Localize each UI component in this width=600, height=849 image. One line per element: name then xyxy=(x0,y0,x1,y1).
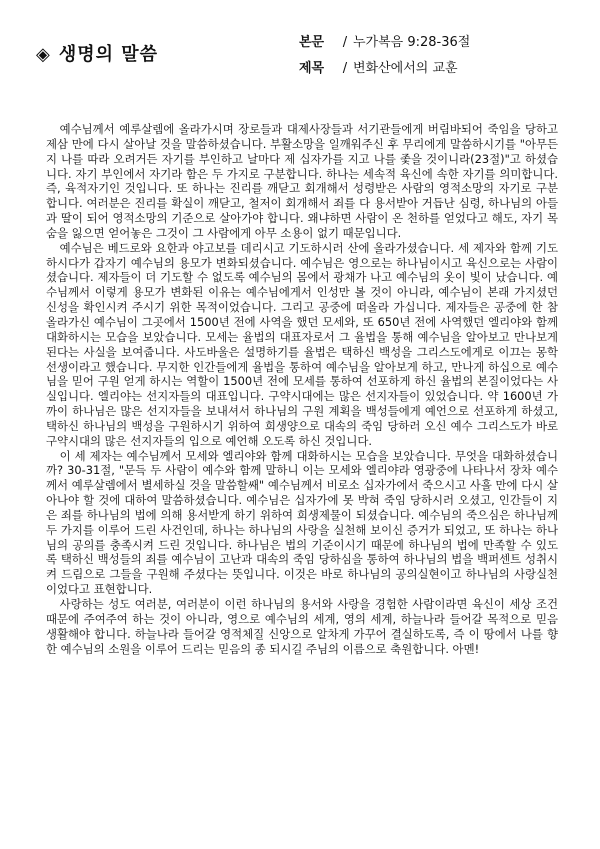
paragraph-2: 예수님은 베드로와 요한과 야고보를 데리시고 기도하시러 산에 올라가셨습니다. 세 제자와 함께 기도하시다가 갑자기 예수님의 용모가 변화되셨습니다. 예수님은 영으로는 하나님이시고 육신으로는 사람이셨습니다. 제자들이 더 기도할 수 없도록 예수님의 몸에서 광채가 나고 예수님의 옷이 빛이 났습니다. 예수님께서 이렇게 용모가 변화된 이유는 예수님에게서 인성만 볼 것이 아니라, 예수님이 본래 가지셨던 신성을 확인시켜 주시기 위한 목적이었습니다. 그리고 공중에 떠올라 가십니다. 제자들은 공중에 한 참 올라가신 예수님이 그곳에서 1500년 전에 사역을 했던 모세와, 또 650년 전에 사역했던 엘리야와 함께 대화하시는 모습을 보았습니다. 모세는 율법의 대표자로서 그 율법을 통해 예수님을 알아보고 만나보게 된다는 사실을 보여줍니다. 사도바울은 설명하기를 율법은 택하신 백성을 그리스도에게로 이끄는 몽학선생이라고 했습니다. 무지한 인간들에게 율법을 통하여 예수님을 알아보게 하고, 만나게 하십으로 예수님을 믿어 구원 얻게 하시는 역할이 1500년 전에 모세를 통하여 선포하게 하신 율법의 본질이었다는 사실입니다. 엘리야는 선지자들의 대표입니다. 구약시대에는 많은 선지자들이 있었습니다. 약 1600년 가까이 하나님은 많은 선지자들을 보내셔서 하나님의 구원 계획을 백성들에게 예언으로 선포하게 하셨고, 택하신 하나님의 백성을 구원하시기 위하여 희생양으로 대속의 죽임 당하러 오신 예수 그리스도가 바로 구약시대의 많은 선지자들의 입으로 예언해 오도록 하신 것입니다. xyxy=(46,240,558,448)
sermon-body xyxy=(46,122,558,842)
diamond-icon: ◈ xyxy=(36,44,51,65)
scripture-row xyxy=(299,30,470,56)
paragraph-1: 예수님께서 예루살렘에 올라가시며 장로들과 대제사장들과 서기관들에게 버림바되어 죽임을 당하고 제삼 만에 다시 살아날 것을 말씀하셨습니다. 부활소망을 일깨워주신 후 무리에게 말씀하시기를 "아무든지 나를 따라 오려거든 자기를 부인하고 날마다 제 십자가를 지고 나를 좇을 것이니라(23절)"고 하셨습니다. 자기 부인에서 자기라 함은 두 가지로 구분합니다. 하나는 세속적 육신에 속한 자기를 의미합니다. 즉, 육적자기인 것입니다. 또 하나는 진리를 깨닫고 회개해서 성령받은 사람의 영적소망의 자기로 구분합니다. 여러분은 진리를 확실이 깨닫고, 철저이 회개해서 죄를 다 용서받아 거듭난 심령, 하나님의 아들과 딸이 되어 영적소망의 기준으로 살아가야 합니다. 왜냐하면 사람이 온 천하를 얻었다고 해도, 자기 목숨을 잃으면 얻어놓은 그것이 그 사람에게 아무 소용이 없기 때문입니다. xyxy=(46,122,558,240)
scripture-reference: 누가복음 9:28-36절 xyxy=(353,35,471,50)
meta-separator: / xyxy=(342,35,348,50)
scripture-label: 본문 xyxy=(299,35,325,50)
page-title xyxy=(36,40,158,66)
paragraph-4: 사랑하는 성도 여러분, 여러분이 이런 하나님의 용서와 사랑을 경험한 사람이라면 육신이 세상 조건 때문에 주여주여 하는 것이 아니라, 영으로 예수님의 세계, 영의 세계, 하늘나라 들어갈 목적으로 믿음 생활해야 합니다. 하늘나라 들어갈 영적체질 신앙으로 알차게 가꾸어 결실하도록, 즉 이 땅에서 나를 향한 예수님의 소원을 이루어 드리는 믿음의 종 되시길 주님의 이름으로 축원합니다. 아멘! xyxy=(46,597,558,656)
subject-label: 제목 xyxy=(299,61,325,76)
sermon-header xyxy=(36,30,576,90)
sermon-subject: 변화산에서의 교훈 xyxy=(353,61,458,76)
meta-separator: / xyxy=(342,61,348,76)
page-title-text: 생명의 말씀 xyxy=(58,44,159,65)
sermon-meta xyxy=(299,30,470,82)
subject-row xyxy=(299,56,470,82)
paragraph-3: 이 세 제자는 예수님께서 모세와 엘리야와 함께 대화하시는 모습을 보았습니다. 무엇을 대화하셨습니까? 30-31절, "문득 두 사람이 예수와 함께 말하니 이는 모세와 엘리야라 영광중에 나타나서 장차 예수께서 예루살렘에서 별세하실 것을 말씀할쌔" 예수님께서 비로소 십자가에서 죽으시고 사흘 만에 다시 살아나야 할 것에 대하여 말씀하셨습니다. 예수님은 십자가에 못 박혀 죽임 당하시러 오셨고, 인간들이 지은 죄를 하나님의 법에 의해 용서받게 하기 위하여 희생제물이 되셨습니다. 예수님의 죽으심은 하나님께 두 가지를 이루어 드린 사건인데, 하나는 하나님의 사랑을 실천해 보이신 증거가 되었고, 또 하나는 하나님의 공의를 충족시켜 드린 것입니다. 하나님은 법의 기준이시기 때문에 하나님의 법에 만족할 수 있도록 택하신 백성들의 죄를 예수님이 고난과 대속의 죽임 당하심을 통하여 하나님의 법을 백퍼센트 성취시켜 드림으로 그들을 구원해 주셨다는 뜻입니다. 이것은 바로 하나님의 공의실현이고 하나님의 사랑실천이었다고 표현합니다. xyxy=(46,448,558,597)
